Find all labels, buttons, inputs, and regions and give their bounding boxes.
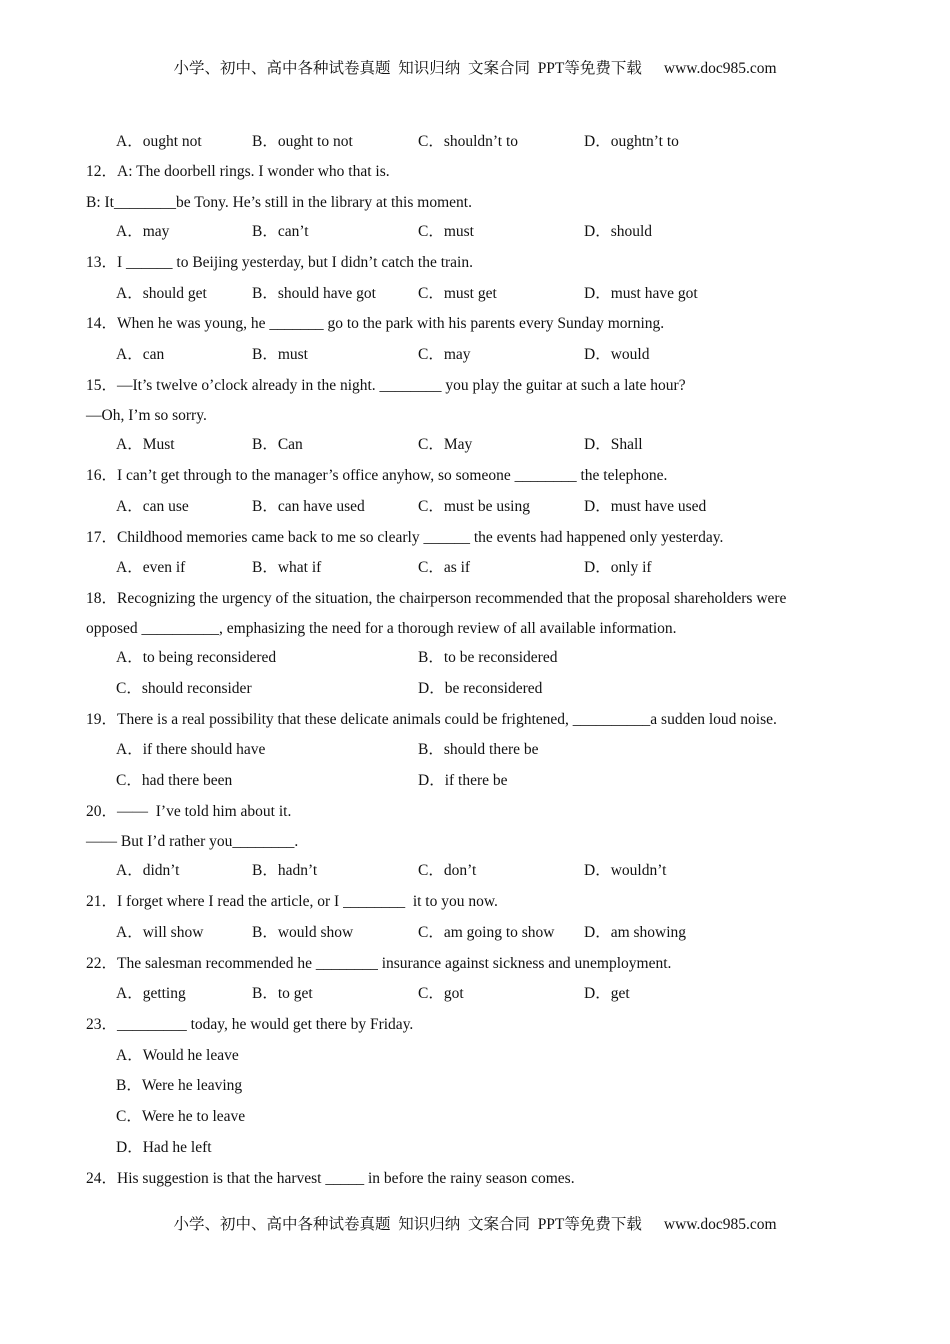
q18-option-b: B．to be reconsidered <box>418 649 558 666</box>
q18-line2: opposed __________, emphasizing the need for a thorough review of all available information. <box>86 620 677 637</box>
q15-line2: —Oh, I’m so sorry. <box>86 407 207 424</box>
q14-option-b: B．must <box>252 346 308 363</box>
q22-option-d: D．get <box>584 985 630 1002</box>
q20-line2: —— But I’d rather you________. <box>86 833 299 850</box>
q19-option-d: D．if there be <box>418 772 508 789</box>
q16-text: 16．I can’t get through to the manager’s office anyhow, so someone ________ the telephone. <box>86 467 668 484</box>
q20-option-c: C．don’t <box>418 862 477 879</box>
q13-text: 13．I ______ to Beijing yesterday, but I didn’t catch the train. <box>86 254 473 271</box>
q11-option-c: C．shouldn’t to <box>418 133 519 150</box>
q12-option-c: C．must <box>418 223 474 240</box>
header-site: www.doc985.com <box>663 60 777 77</box>
footer-site: www.doc985.com <box>663 1216 777 1233</box>
page-header <box>0 56 950 78</box>
q19-option-a: A．if there should have <box>116 741 266 758</box>
q22-text: 22．The salesman recommended he ________ insurance against sickness and unemployment. <box>86 955 672 972</box>
q13-option-a: A．should get <box>116 285 207 302</box>
q23-option-b: B．Were he leaving <box>116 1077 243 1094</box>
q15-option-d: D．Shall <box>584 436 643 453</box>
q19-option-c: C．had there been <box>116 772 233 789</box>
q23-option-a: A．Would he leave <box>116 1047 239 1064</box>
footer-text: 小学、初中、高中各种试卷真题 知识归纳 文案合同 PPT等免费下载 <box>173 1216 642 1233</box>
q18-line1: 18．Recognizing the urgency of the situation, the chairperson recommended that the proposal shareholders were <box>86 590 787 607</box>
q16-option-a: A．can use <box>116 498 189 515</box>
q18-option-c: C．should reconsider <box>116 680 252 697</box>
q22-option-b: B．to get <box>252 985 313 1002</box>
q17-option-d: D．only if <box>584 559 652 576</box>
q20-option-a: A．didn’t <box>116 862 180 879</box>
q21-option-b: B．would show <box>252 924 354 941</box>
q12-line2: B: It________be Tony. He’s still in the library at this moment. <box>86 194 472 211</box>
q14-option-c: C．may <box>418 346 471 363</box>
q12-option-d: D．should <box>584 223 653 240</box>
q15-option-a: A．Must <box>116 436 175 453</box>
q13-option-b: B．should have got <box>252 285 376 302</box>
q11-option-d: D．oughtn’t to <box>584 133 679 150</box>
header-text: 小学、初中、高中各种试卷真题 知识归纳 文案合同 PPT等免费下载 <box>173 60 642 77</box>
q23-option-d: D．Had he left <box>116 1139 212 1156</box>
q14-option-d: D．would <box>584 346 650 363</box>
q19-option-b: B．should there be <box>418 741 539 758</box>
q17-text: 17．Childhood memories came back to me so clearly ______ the events had happened only yesterday. <box>86 529 724 546</box>
q11-option-a: A．ought not <box>116 133 202 150</box>
page-footer <box>0 1212 950 1234</box>
q22-option-c: C．got <box>418 985 464 1002</box>
q13-option-d: D．must have got <box>584 285 698 302</box>
q15-option-c: C．May <box>418 436 473 453</box>
q20-option-d: D．wouldn’t <box>584 862 667 879</box>
q17-option-a: A．even if <box>116 559 186 576</box>
q21-text: 21．I forget where I read the article, or I ________ it to you now. <box>86 893 498 910</box>
q18-option-a: A．to being reconsidered <box>116 649 277 666</box>
q24-text: 24．His suggestion is that the harvest _____ in before the rainy season comes. <box>86 1170 575 1187</box>
q18-option-d: D．be reconsidered <box>418 680 543 697</box>
q12-option-b: B．can’t <box>252 223 309 240</box>
q15-line1: 15．—It’s twelve o’clock already in the night. ________ you play the guitar at such a late hour? <box>86 377 686 394</box>
q16-option-d: D．must have used <box>584 498 707 515</box>
q19-text: 19．There is a real possibility that these delicate animals could be frightened, __________a sudden loud noise. <box>86 711 777 728</box>
q17-option-b: B．what if <box>252 559 322 576</box>
q17-option-c: C．as if <box>418 559 471 576</box>
q15-option-b: B．Can <box>252 436 303 453</box>
q16-option-b: B．can have used <box>252 498 365 515</box>
q22-option-a: A．getting <box>116 985 186 1002</box>
q14-text: 14．When he was young, he _______ go to the park with his parents every Sunday morning. <box>86 315 665 332</box>
q14-option-a: A．can <box>116 346 165 363</box>
q21-option-a: A．will show <box>116 924 204 941</box>
q20-line1: 20．—— I’ve told him about it. <box>86 803 292 820</box>
q11-option-b: B．ought to not <box>252 133 353 150</box>
q23-text: 23．_________ today, he would get there by Friday. <box>86 1016 414 1033</box>
q12-option-a: A．may <box>116 223 170 240</box>
q16-option-c: C．must be using <box>418 498 530 515</box>
q21-option-c: C．am going to show <box>418 924 555 941</box>
q13-option-c: C．must get <box>418 285 497 302</box>
q20-option-b: B．hadn’t <box>252 862 318 879</box>
q21-option-d: D．am showing <box>584 924 687 941</box>
q23-option-c: C．Were he to leave <box>116 1108 246 1125</box>
q12-line1: 12．A: The doorbell rings. I wonder who that is. <box>86 163 390 180</box>
